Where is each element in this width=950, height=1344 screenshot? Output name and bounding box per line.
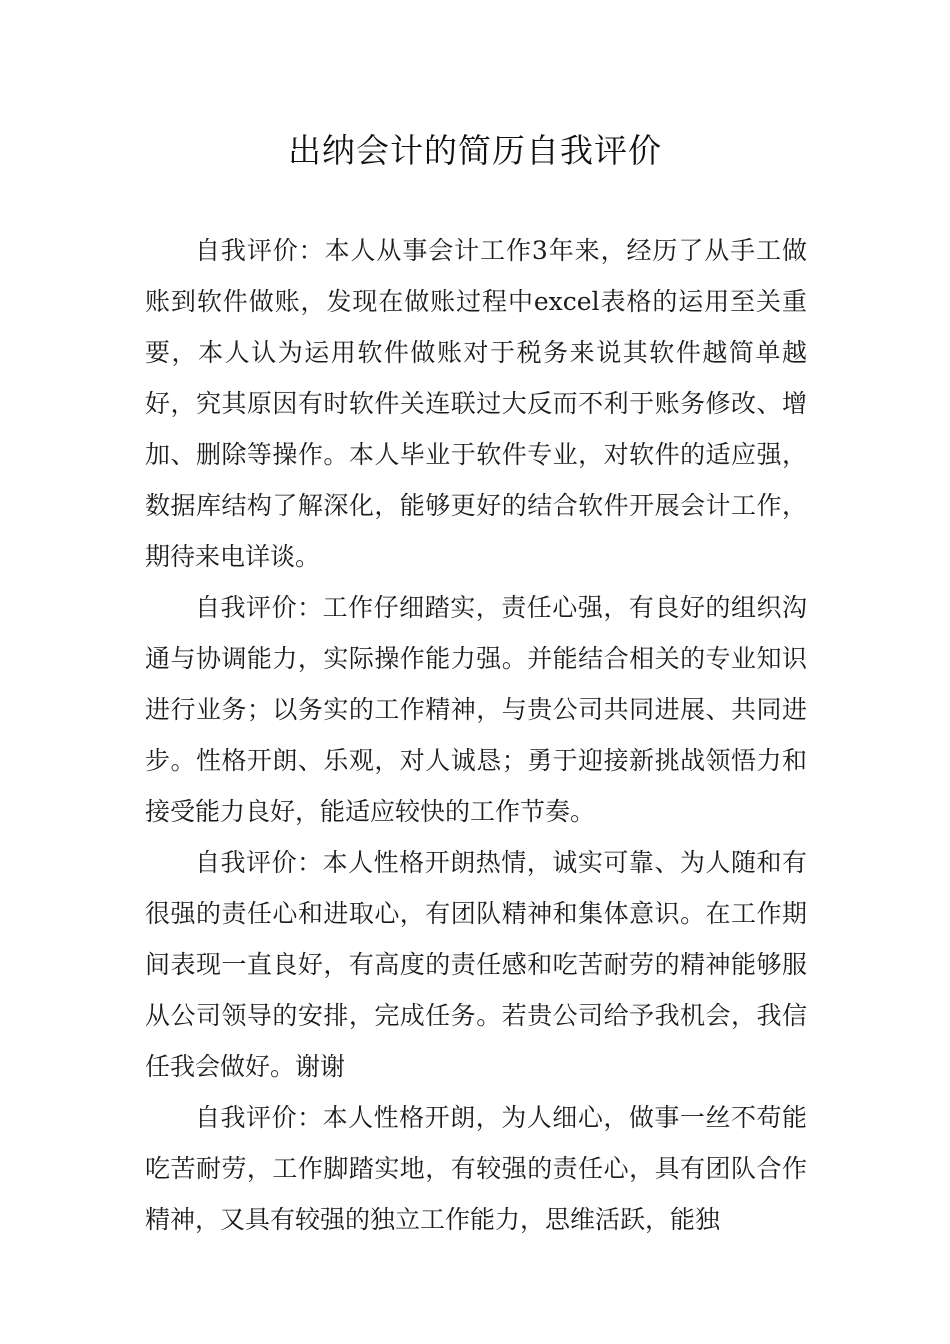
paragraph-3: 自我评价：本人性格开朗热情，诚实可靠、为人随和有很强的责任心和进取心，有团队精神和集体意识。在工作期间表现一直良好，有高度的责任感和吃苦耐劳的精神能够服从公司领导的安排，完成任务。若贵公司给予我机会，我信任我会做好。谢谢 — [145, 848, 807, 1081]
document-title: 出纳会计的简历自我评价 — [288, 131, 662, 170]
paragraph-4: 自我评价：本人性格开朗，为人细心，做事一丝不苟能吃苦耐劳，工作脚踏实地，有较强的责任心，具有团队合作精神，又具有较强的独立工作能力，思维活跃，能独 — [145, 1103, 807, 1234]
paragraph-2: 自我评价：工作仔细踏实，责任心强，有良好的组织沟通与协调能力，实际操作能力强。并能结合相关的专业知识进行业务；以务实的工作精神，与贵公司共同进展、共同进步。性格开朗、乐观，对人诚恳；勇于迎接新挑战领悟力和接受能力良好，能适应较快的工作节奏。 — [145, 593, 807, 826]
paragraph-1: 自我评价：本人从事会计工作3年来，经历了从手工做账到软件做账，发现在做账过程中excel表格的运用至关重要，本人认为运用软件做账对于税务来说其软件越简单越好，究其原因有时软件关连联过大反而不利于账务修改、增加、删除等操作。本人毕业于软件专业，对软件的适应强，数据库结构了解深化，能够更好的结合软件开展会计工作，期待来电详谈。 — [145, 236, 807, 571]
document-body — [145, 225, 807, 1245]
